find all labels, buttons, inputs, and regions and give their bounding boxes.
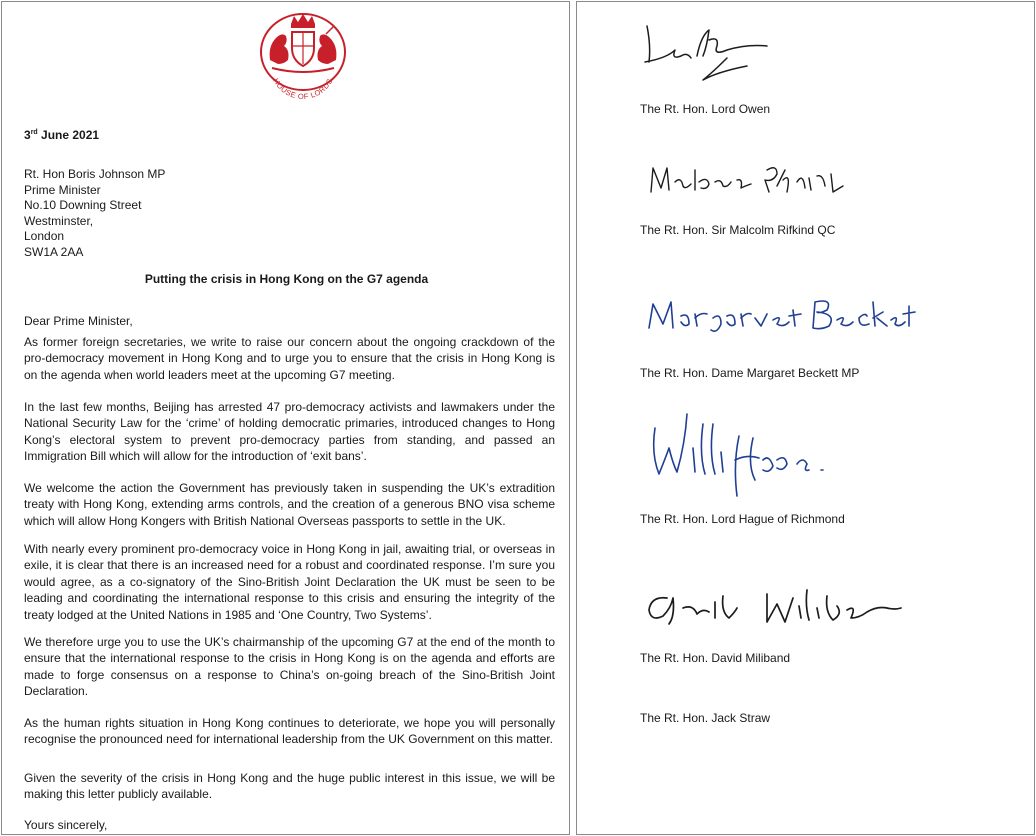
signatory-name: The Rt. Hon. Sir Malcolm Rifkind QC — [640, 223, 836, 237]
house-of-lords-crest — [248, 10, 358, 102]
signature-rifkind — [637, 152, 857, 212]
address-line: No.10 Downing Street — [24, 198, 142, 213]
body-paragraph: We welcome the action the Government has previously taken in suspending the UK’s extradition treaty with Hong Kong, extending arms controls, and the creation of a generous BNO visa scheme which will allow Hong Kongers with British National Overseas passports to settle in the UK. — [24, 481, 555, 528]
signature-beckett-icon — [637, 284, 917, 344]
letter-subject: Putting the crisis in Hong Kong on the G7 agenda — [144, 272, 429, 286]
body-paragraph: Given the severity of the crisis in Hong Kong and the huge public interest in this issue, we will be making this letter publicly available. — [24, 771, 555, 802]
signature-owen-icon — [637, 16, 777, 86]
address-line: Westminster, — [24, 213, 94, 228]
signatory-name: The Rt. Hon. Lord Owen — [640, 102, 771, 116]
letter-page — [1, 1, 570, 835]
body-paragraph: With nearly every prominent pro-democracy voice in Hong Kong in jail, awaiting trial, or overseas in exile, it is clear that there is an increased need for a robust and coordinated response. I’m sure you would agree, as a co-signatory of the Sino-British Joint Declaration the UK must be seen to be leading and coordinating the international response to this crisis and ensuring the integrity of the treaty lodged at the United Nations in 1985 and ‘One Country, Two Systems’. — [24, 542, 555, 622]
signatory-name: The Rt. Hon. Jack Straw — [640, 711, 771, 725]
body-paragraph: As the human rights situation in Hong Kong continues to deteriorate, we hope you will personally recognise the pronounced need for international leadership from the UK Government on this matter. — [24, 716, 555, 747]
signature-owen — [637, 16, 777, 86]
body-paragraph: As former foreign secretaries, we write to raise our concern about the ongoing crackdown of the pro-democracy movement in Hong Kong and to urge you to ensure that the crisis in Hong Kong is on the agenda when world leaders meet at the upcoming G7 meeting. — [24, 335, 555, 382]
address-line: Prime Minister — [24, 182, 101, 197]
signatory-name: The Rt. Hon. David Miliband — [640, 651, 791, 665]
date-rest: June 2021 — [37, 128, 100, 142]
signature-beckett — [637, 284, 917, 344]
signature-miliband-icon — [637, 576, 917, 636]
signature-hague-icon — [637, 404, 837, 504]
svg-text:HOUSE OF LORDS — [271, 77, 334, 101]
crest-icon — [248, 10, 358, 102]
signatory-name: The Rt. Hon. Dame Margaret Beckett MP — [640, 366, 860, 380]
body-paragraph: In the last few months, Beijing has arrested 47 pro-democracy activists and lawmakers under the National Security Law for the ‘crime’ of holding democratic primaries, introduced changes to Hong Kong’s electoral system to prevent pro-democracy parties from standing, and passed an Immigration Bill which will allow for the introduction of ‘exit bans’. — [24, 400, 555, 464]
signatory-name: The Rt. Hon. Lord Hague of Richmond — [640, 512, 845, 526]
date-suffix: rd — [30, 129, 38, 136]
body-paragraph: We therefore urge you to use the UK’s chairmanship of the upcoming G7 at the end of the month to ensure that the international response to the crisis in Hong Kong is on the agenda and efforts are made to forge consensus on a response to China’s on-going breach of the Sino-British Joint Declaration. — [24, 635, 555, 699]
signature-rifkind-icon — [637, 152, 857, 212]
address-line: Rt. Hon Boris Johnson MP — [24, 167, 166, 181]
salutation: Dear Prime Minister, — [24, 314, 133, 328]
signature-hague — [637, 404, 837, 504]
recipient-address — [24, 167, 165, 261]
crest-text: HOUSE OF LORDS — [271, 76, 335, 102]
closing: Yours sincerely, — [24, 818, 108, 832]
date-day: 3 — [24, 128, 31, 142]
signature-page — [576, 1, 1035, 835]
address-line: SW1A 2AA — [24, 244, 84, 259]
signature-miliband — [637, 576, 917, 636]
address-line: London — [24, 229, 65, 244]
letter-date — [24, 128, 99, 142]
